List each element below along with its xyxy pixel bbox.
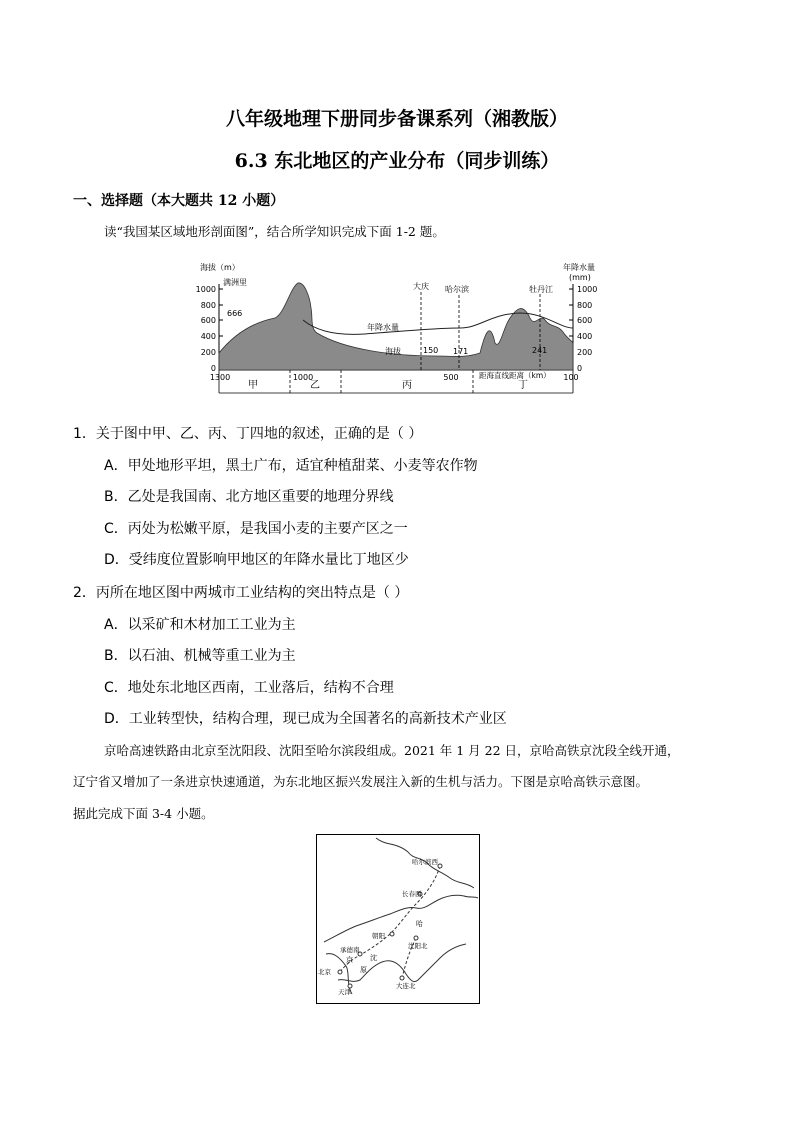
question-2-stem: 2．丙所在地区图中两城市工业结构的突出特点是（ ）: [73, 585, 409, 601]
route-char: 沈: [370, 954, 377, 962]
value-label-150: 150: [423, 346, 439, 355]
intro-text-1: 读“我国某区域地形剖面图”，结合所学知识完成下面 1-2 题。: [104, 224, 445, 239]
right-axis-title-2: (mm): [569, 273, 591, 282]
region-yi: 乙: [310, 380, 320, 391]
city-beijing: 北京: [318, 968, 331, 976]
place-label-manzhouli: 满洲里: [223, 278, 247, 287]
elevation-label: 海拔: [385, 347, 401, 356]
right-tick: 600: [577, 316, 593, 325]
right-tick: 1000: [577, 285, 598, 294]
x-tick: 500: [443, 373, 459, 382]
question-1-option-c: C．丙处为松嫩平原，是我国小麦的主要产区之一: [104, 521, 408, 537]
left-tick: 600: [200, 316, 216, 325]
value-label-666: 666: [227, 309, 243, 318]
precip-line-label: 年降水量: [367, 323, 399, 332]
left-tick: 1000: [195, 285, 216, 294]
question-1-stem: 1．关于图中甲、乙、丙、丁四地的叙述，正确的是（ ）: [73, 426, 423, 442]
city-changchun-west: 长春西: [402, 890, 422, 898]
city-dalian-north: 大连北: [396, 982, 416, 990]
question-1-option-b: B．乙处是我国南、北方地区重要的地理分界线: [104, 489, 394, 505]
value-label-171: 171: [453, 347, 469, 356]
left-axis-title: 海拔（m）: [200, 263, 240, 272]
route-char: 原: [360, 966, 367, 974]
city-tianjin: 天津: [338, 988, 351, 996]
right-axis-title-1: 年降水量: [563, 263, 595, 272]
terrain-profile-figure: [195, 258, 605, 398]
city-harbin-west: 哈尔滨西: [412, 858, 438, 866]
region-ding: 丁: [518, 380, 528, 391]
left-tick: 200: [200, 348, 216, 357]
region-jia: 甲: [248, 380, 258, 391]
question-1-option-d: D．受纬度位置影响甲地区的年降水量比丁地区少: [104, 552, 409, 568]
right-tick: 400: [577, 332, 593, 341]
x-axis-title: 距海直线距离（km）: [479, 371, 551, 380]
route-char: 哈: [416, 920, 423, 928]
question-2-option-d: D．工业转型快，结构合理，现已成为全国著名的高新技术产业区: [104, 711, 507, 727]
left-tick: 0: [210, 364, 216, 373]
rail-map-figure: [316, 834, 480, 1004]
passage-line-1: 京哈高速铁路由北京至沈阳段、沈阳至哈尔滨段组成。2021 年 1 月 22 日，京哈高铁京沈段全线开通，: [104, 743, 680, 758]
left-tick: 800: [200, 301, 216, 310]
x-tick: 1000: [292, 373, 314, 382]
right-tick: 200: [577, 348, 593, 357]
section-heading: 一、选择题（本大题共 12 小题）: [73, 193, 285, 209]
x-tick: 100: [563, 373, 579, 382]
place-label-harbin: 哈尔滨: [445, 285, 469, 294]
question-2-option-a: A．以采矿和木材加工工业为主: [104, 617, 296, 633]
question-2-option-c: C．地处东北地区西南，工业落后，结构不合理: [104, 680, 394, 696]
question-1-option-a: A．甲处地形平坦，黑土广布，适宜种植甜菜、小麦等农作物: [104, 458, 478, 474]
question-2-option-b: B．以石油、机械等重工业为主: [104, 648, 296, 664]
region-bing: 丙: [402, 380, 412, 391]
right-tick: 800: [577, 301, 593, 310]
passage-line-2: 辽宁省又增加了一条进京快速通道，为东北地区振兴发展注入新的生机与活力。下图是京哈高铁示意图。: [73, 774, 649, 789]
value-label-241: 241: [532, 346, 548, 355]
lesson-title: 6.3 东北地区的产业分布（同步训练）: [234, 150, 560, 172]
right-tick: 0: [577, 364, 583, 373]
city-chaoyang: 朝阳: [372, 932, 385, 940]
left-tick: 400: [200, 332, 216, 341]
document-title: 八年级地理下册同步备课系列（湘教版）: [225, 108, 568, 130]
city-chengde-south: 承德南: [340, 946, 360, 954]
place-label-daqing: 大庆: [413, 282, 429, 291]
passage-line-3: 据此完成下面 3-4 小题。: [73, 806, 214, 821]
route-char: 京: [346, 956, 353, 964]
city-shenyang-north: 沈阳北: [408, 942, 428, 950]
x-tick: 1300: [209, 373, 231, 382]
place-label-mudanjiang: 牡丹江: [529, 285, 553, 294]
